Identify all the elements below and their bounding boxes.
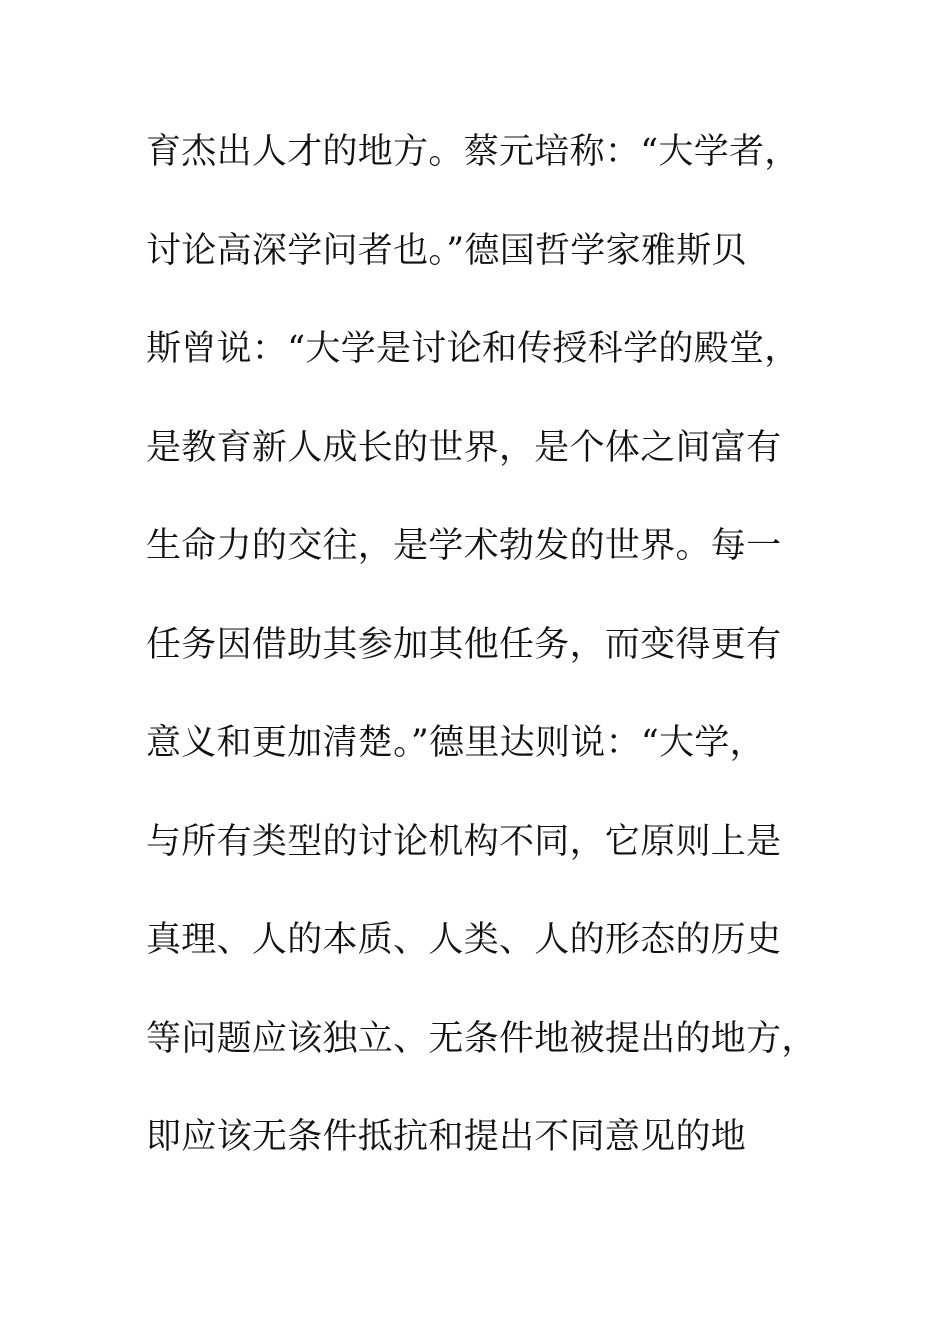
text-line-8: 与所有类型的讨论机构不同，它原则上是 (146, 821, 782, 862)
text-line-9: 真理、人的本质、人类、人的形态的历史 (146, 920, 782, 960)
text-line-6: 任务因借助其参加其他任务，而变得更有 (146, 624, 782, 665)
text-line-3: 斯曾说：“大学是讨论和传授科学的殿堂， (146, 329, 800, 369)
text-line-11: 即应该无条件抵抗和提出不同意见的地 (146, 1117, 747, 1157)
text-line-7: 意义和更加清楚。”德里达则说：“大学， (146, 723, 765, 763)
body-text (146, 122, 826, 1206)
text-line-1: 育杰出人才的地方。蔡元培称：“大学者， (146, 132, 800, 172)
text-line-4: 是教育新人成长的世界，是个体之间富有 (146, 427, 782, 468)
text-line-5: 生命力的交往，是学术勃发的世界。每一 (146, 526, 782, 566)
text-line-2: 讨论高深学问者也。”德国哲学家雅斯贝 (146, 230, 747, 271)
text-line-10: 等问题应该独立、无条件地被提出的地方， (146, 1018, 817, 1059)
